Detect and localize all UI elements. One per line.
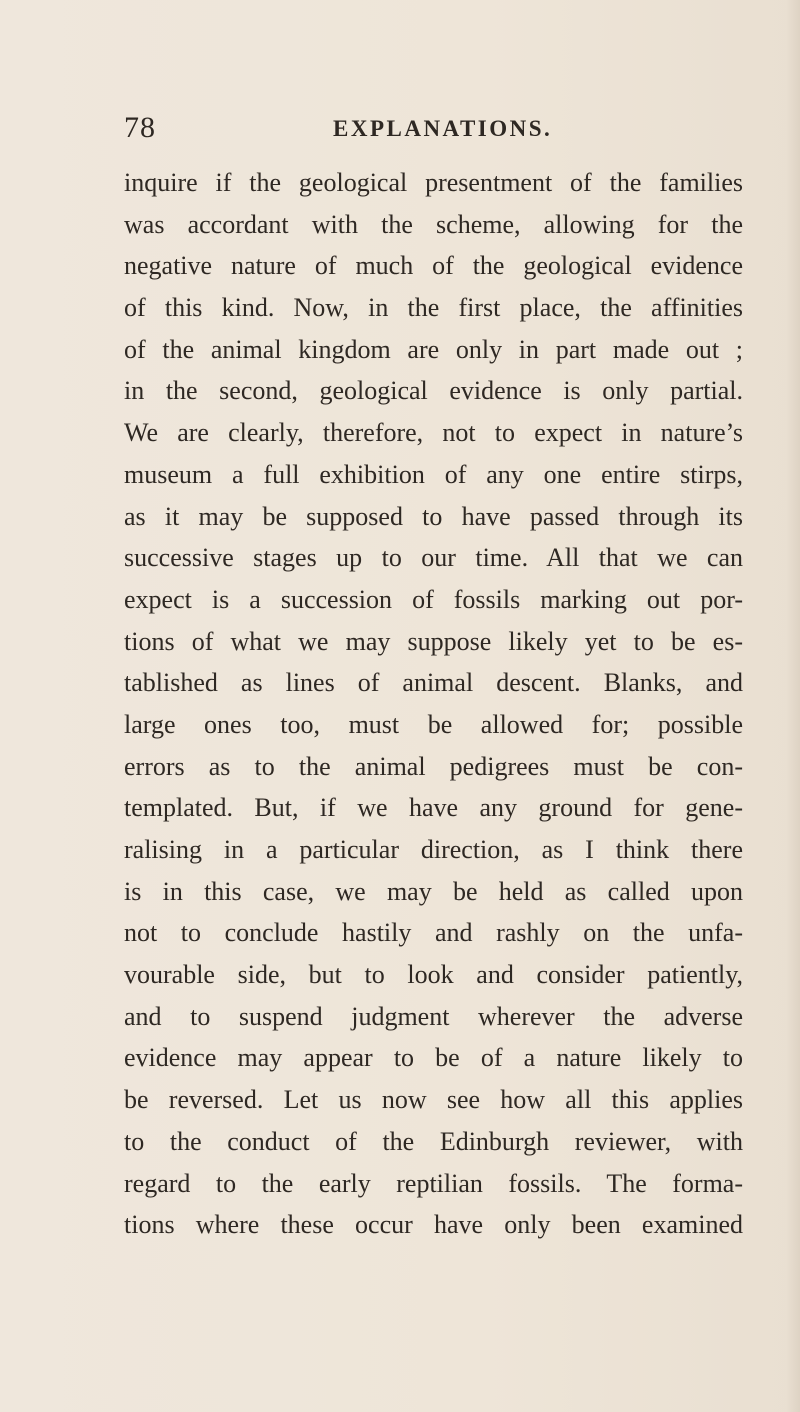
text-line: vourable side, but to look and consider patiently, <box>124 960 743 990</box>
text-line: errors as to the animal pedigrees must be con- <box>124 751 743 781</box>
text-line: tions of what we may suppose likely yet to be es- <box>124 626 743 656</box>
text-line: of this kind. Now, in the first place, the affinities <box>124 293 743 323</box>
text-line: We are clearly, therefore, not to expect in nature’s <box>124 418 743 448</box>
text-line: templated. But, if we have any ground for gene- <box>124 793 743 823</box>
text-line: is in this case, we may be held as called upon <box>124 876 743 906</box>
text-line: ralising in a particular direction, as I think there <box>124 835 743 864</box>
text-line: as it may be supposed to have passed through its <box>124 501 743 531</box>
text-line: in the second, geological evidence is only partial. <box>124 376 743 406</box>
running-title: EXPLANATIONS. <box>333 116 553 141</box>
text-line: be reversed. Let us now see how all this applies <box>124 1085 743 1115</box>
text-line: expect is a succession of fossils marking out por- <box>124 584 743 614</box>
text-line: inquire if the geological presentment of the families <box>124 168 743 197</box>
text-line: tions where these occur have only been examined <box>124 1210 743 1240</box>
text-line: of the animal kingdom are only in part made out ; <box>124 334 743 364</box>
running-head <box>124 108 744 148</box>
page-number: 78 <box>124 111 156 144</box>
page-edge-shadow <box>786 0 800 1412</box>
text-line: was accordant with the scheme, allowing for the <box>124 209 743 239</box>
text-line: and to suspend judgment wherever the adverse <box>124 1001 743 1031</box>
text-line: museum a full exhibition of any one entire stirps, <box>124 459 743 489</box>
text-line: not to conclude hastily and rashly on the unfa- <box>124 918 743 948</box>
text-line: large ones too, must be allowed for; possible <box>124 709 743 739</box>
text-line: to the conduct of the Edinburgh reviewer, with <box>124 1126 743 1156</box>
text-line: tablished as lines of animal descent. Blanks, and <box>124 668 743 698</box>
text-line: regard to the early reptilian fossils. The forma- <box>124 1168 743 1198</box>
text-line: negative nature of much of the geological evidence <box>124 251 743 281</box>
text-line: evidence may appear to be of a nature likely to <box>124 1043 743 1073</box>
text-line: successive stages up to our time. All that we can <box>124 543 743 573</box>
body-text <box>124 162 743 1246</box>
